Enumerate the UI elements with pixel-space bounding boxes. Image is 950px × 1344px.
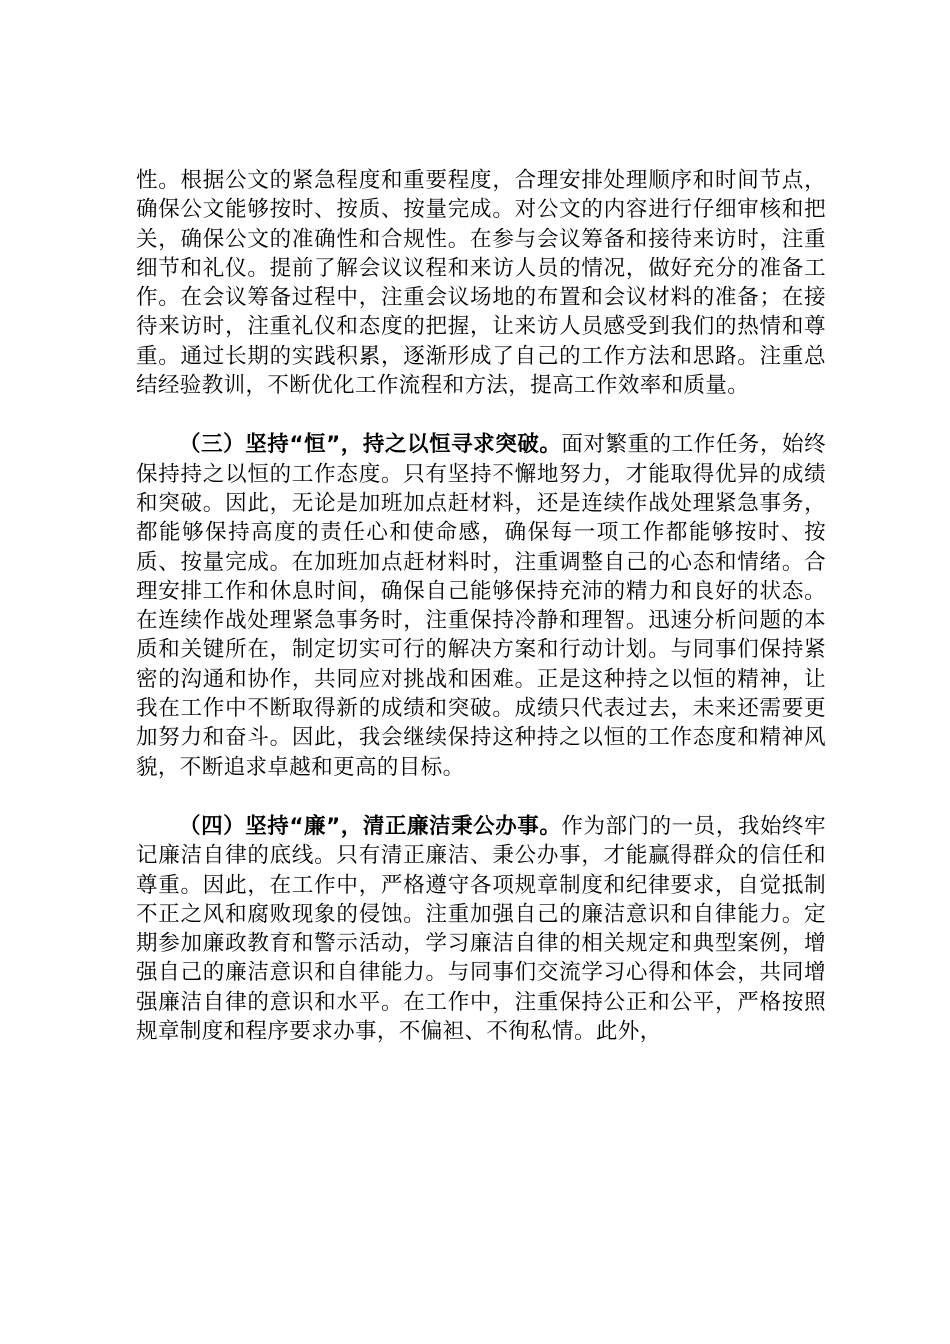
paragraph-section-3 — [136, 430, 826, 782]
section-heading-3: （三）坚持“恒”，持之以恒寻求突破。 — [179, 432, 562, 458]
paragraph-section-4 — [136, 812, 826, 1046]
document-body — [136, 166, 826, 1046]
paragraph-text: 作为部门的一员，我始终牢记廉洁自律的底线。只有清正廉洁、秉公办事，才能赢得群众的信任和尊重。因此，在工作中，严格遵守各项规章制度和纪律要求，自觉抵制不正之风和腐败现象的侵蚀。注重加强自己的廉洁意识和自律能力。定期参加廉政教育和警示活动，学习廉洁自律的相关规定和典型案例，增强自己的廉洁意识和自律能力。与同事们交流学习心得和体会，共同增强廉洁自律的意识和水平。在工作中，注重保持公正和公平，严格按照规章制度和程序要求办事，不偏袒、不徇私情。此外， — [136, 813, 826, 1045]
section-heading-4: （四）坚持“廉”，清正廉洁秉公办事。 — [179, 813, 562, 839]
paragraph-continued — [136, 166, 826, 400]
paragraph-text: 面对繁重的工作任务，始终保持持之以恒的工作态度。只有坚持不懈地努力，才能取得优异的成绩和突破。因此，无论是加班加点赶材料，还是连续作战处理紧急事务，都能够保持高度的责任心和使命感，确保每一项工作都能够按时、按质、按量完成。在加班加点赶材料时，注重调整自己的心态和情绪。合理安排工作和休息时间，确保自己能够保持充沛的精力和良好的状态。在连续作战处理紧急事务时，注重保持冷静和理智。迅速分析问题的本质和关键所在，制定切实可行的解决方案和行动计划。与同事们保持紧密的沟通和协作，共同应对挑战和困难。正是这种持之以恒的精神，让我在工作中不断取得新的成绩和突破。成绩只代表过去，未来还需要更加努力和奋斗。因此，我会继续保持这种持之以恒的工作态度和精神风貌，不断追求卓越和更高的目标。 — [136, 432, 826, 780]
paragraph-text: 性。根据公文的紧急程度和重要程度，合理安排处理顺序和时间节点，确保公文能够按时、按质、按量完成。对公文的内容进行仔细审核和把关，确保公文的准确性和合规性。在参与会议筹备和接待来访时，注重细节和礼仪。提前了解会议议程和来访人员的情况，做好充分的准备工作。在会议筹备过程中，注重会议场地的布置和会议材料的准备；在接待来访时，注重礼仪和态度的把握，让来访人员感受到我们的热情和尊重。通过长期的实践积累，逐渐形成了自己的工作方法和思路。注重总结经验教训，不断优化工作流程和方法，提高工作效率和质量。 — [136, 168, 826, 399]
